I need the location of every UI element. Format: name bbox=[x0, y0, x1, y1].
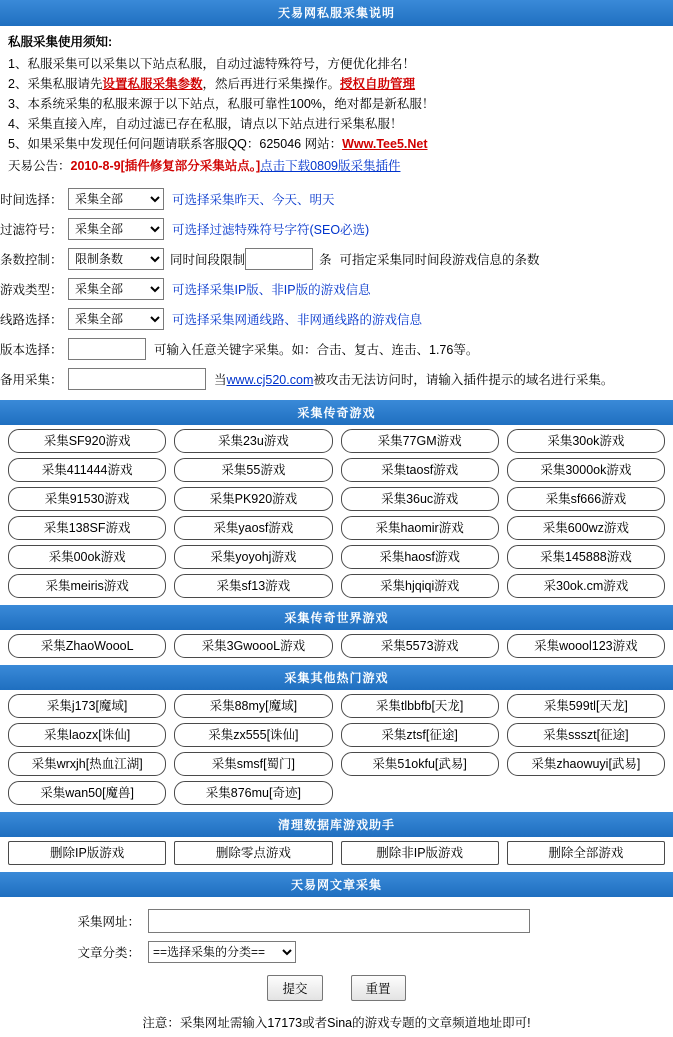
delete-button[interactable]: 删除全部游戏 bbox=[507, 841, 665, 865]
section-legend-buttons bbox=[0, 425, 673, 605]
hint-backup-before: 当 bbox=[214, 373, 227, 387]
collect-button[interactable]: 采集tlbbfb[天龙] bbox=[341, 694, 499, 718]
section-title-legend-world: 采集传奇世界游戏 bbox=[0, 605, 673, 630]
form-row-count bbox=[0, 244, 673, 274]
button-row bbox=[4, 694, 669, 718]
hint-filter: 可选择过滤特殊符号字符(SEO必选) bbox=[172, 223, 370, 237]
notice-item-5 bbox=[8, 134, 665, 154]
button-row bbox=[4, 723, 669, 747]
button-row bbox=[4, 574, 669, 598]
collect-button[interactable]: 采集36uc游戏 bbox=[341, 487, 499, 511]
collect-button[interactable]: 采集600wz游戏 bbox=[507, 516, 665, 540]
collect-button[interactable]: 采集30ok游戏 bbox=[507, 429, 665, 453]
button-row bbox=[4, 458, 669, 482]
form-row-version bbox=[0, 334, 673, 364]
button-row bbox=[4, 487, 669, 511]
notice-item-3 bbox=[8, 94, 665, 114]
collect-button[interactable]: 采集PK920游戏 bbox=[174, 487, 332, 511]
article-form bbox=[0, 897, 673, 1037]
notice-heading: 私服采集使用须知: bbox=[8, 35, 113, 49]
collect-button[interactable]: 采集88my[魔域] bbox=[174, 694, 332, 718]
notice-item-2-text-mid: ，然后再进行采集操作。 bbox=[202, 77, 340, 91]
notice-item-2 bbox=[8, 74, 665, 94]
label-article-url: 采集网址： bbox=[77, 915, 140, 929]
line-select[interactable] bbox=[68, 308, 164, 330]
download-plugin-link[interactable]: 点击下载0809版采集插件 bbox=[260, 159, 401, 173]
section-title-article: 天易网文章采集 bbox=[0, 872, 673, 897]
hint-time: 可选择采集昨天、今天、明天 bbox=[172, 193, 335, 207]
notice-item-3-prefix: 3、 bbox=[8, 97, 28, 111]
delete-button[interactable]: 删除IP版游戏 bbox=[8, 841, 166, 865]
article-category-row bbox=[0, 937, 673, 967]
collect-button[interactable]: 采集sf13游戏 bbox=[174, 574, 332, 598]
article-url-input[interactable] bbox=[148, 909, 530, 933]
collect-button[interactable]: 采集3GwoooL游戏 bbox=[174, 634, 332, 658]
collect-button[interactable]: 采集j173[魔域] bbox=[8, 694, 166, 718]
section-title-legend: 采集传奇游戏 bbox=[0, 400, 673, 425]
version-input[interactable] bbox=[68, 338, 146, 360]
collect-button[interactable]: 采集hjqiqi游戏 bbox=[341, 574, 499, 598]
collect-button[interactable]: 采集77GM游戏 bbox=[341, 429, 499, 453]
collect-button[interactable]: 采集138SF游戏 bbox=[8, 516, 166, 540]
notice-item-4-text: 采集直接入库，自动过滤已存在私服，请点以下站点进行采集私服！ bbox=[27, 117, 403, 131]
collect-button[interactable]: 采集23u游戏 bbox=[174, 429, 332, 453]
collect-button[interactable]: 采集zx555[诛仙] bbox=[174, 723, 332, 747]
collect-button[interactable]: 采集taosf游戏 bbox=[341, 458, 499, 482]
notice-item-1 bbox=[8, 54, 665, 74]
hint-count: 可指定采集同时间段游戏信息的条数 bbox=[339, 253, 540, 267]
article-category-select[interactable] bbox=[148, 941, 296, 963]
auth-manage-link[interactable]: 授权自助管理 bbox=[340, 77, 416, 91]
collect-button[interactable]: 采集SF920游戏 bbox=[8, 429, 166, 453]
gametype-select[interactable] bbox=[68, 278, 164, 300]
collect-button[interactable]: 采30ok.cm游戏 bbox=[507, 574, 665, 598]
button-row bbox=[4, 781, 669, 805]
collect-button[interactable]: 采集ssszt[征途] bbox=[507, 723, 665, 747]
notice-item-2-prefix: 2、 bbox=[8, 77, 28, 91]
collect-button[interactable]: 采集876mu[奇迹] bbox=[174, 781, 332, 805]
button-row bbox=[4, 752, 669, 776]
hint-version: 可输入任意关键字采集。如：合击、复古、连击、1.76等。 bbox=[154, 343, 479, 357]
notice-item-1-text: 私服采集可以采集以下站点私服，自动过滤特殊符号，方便优化排名！ bbox=[27, 57, 415, 71]
collect-button[interactable]: 采集haomir游戏 bbox=[341, 516, 499, 540]
page-title: 天易网私服采集说明 bbox=[0, 0, 673, 26]
button-row bbox=[4, 545, 669, 569]
section-title-cleanup: 清理数据库游戏助手 bbox=[0, 812, 673, 837]
announcement-label: 天易公告： bbox=[8, 159, 71, 173]
notice-item-2-text-before: 采集私服请先 bbox=[27, 77, 103, 91]
section-title-other-games: 采集其他热门游戏 bbox=[0, 665, 673, 690]
collect-button[interactable]: 采集599tl[天龙] bbox=[507, 694, 665, 718]
count-select[interactable] bbox=[68, 248, 164, 270]
reset-button[interactable]: 重置 bbox=[351, 975, 406, 1001]
settings-link[interactable]: 设置私服采集参数 bbox=[102, 77, 203, 91]
button-row bbox=[4, 841, 669, 865]
collect-button[interactable]: 采集yaosf游戏 bbox=[174, 516, 332, 540]
collect-button[interactable]: 采集wrxjh[热血江湖] bbox=[8, 752, 166, 776]
announcement-text: [插件修复 bbox=[120, 159, 175, 173]
notice-block bbox=[0, 26, 673, 180]
announcement-highlight: 部分采集站点 bbox=[174, 159, 250, 173]
notice-item-4-prefix: 4、 bbox=[8, 117, 28, 131]
submit-button[interactable]: 提交 bbox=[267, 975, 322, 1001]
count-input[interactable] bbox=[245, 248, 313, 270]
notice-item-3-text: 本系统采集的私服来源于以下站点，私服可靠性100%，绝对都是新私服！ bbox=[27, 97, 435, 111]
article-url-row bbox=[0, 905, 673, 937]
collect-button[interactable]: 采集meiris游戏 bbox=[8, 574, 166, 598]
collect-button[interactable]: 采集91530游戏 bbox=[8, 487, 166, 511]
label-backup: 备用采集： bbox=[0, 373, 63, 387]
collect-button[interactable]: 采集woool123游戏 bbox=[507, 634, 665, 658]
delete-button[interactable]: 删除非IP版游戏 bbox=[341, 841, 499, 865]
label-article-category: 文章分类： bbox=[77, 946, 140, 960]
collect-button[interactable]: 采集55游戏 bbox=[174, 458, 332, 482]
notice-item-4 bbox=[8, 114, 665, 134]
collect-button[interactable]: 采集zhaowuyi[武易] bbox=[507, 752, 665, 776]
label-count-inline: 同时间段限制 bbox=[170, 253, 246, 267]
announcement bbox=[8, 156, 665, 176]
collect-button[interactable]: 采集51okfu[武易] bbox=[341, 752, 499, 776]
delete-button[interactable]: 删除零点游戏 bbox=[174, 841, 332, 865]
collect-button[interactable]: 采集411444游戏 bbox=[8, 458, 166, 482]
announcement-text-after: 。] bbox=[249, 159, 261, 173]
backup-domain-link[interactable]: www.cj520.com bbox=[226, 373, 314, 387]
label-line: 线路选择： bbox=[0, 313, 63, 327]
button-row bbox=[4, 516, 669, 540]
label-gametype: 游戏类型： bbox=[0, 283, 63, 297]
form-row-filter bbox=[0, 214, 673, 244]
site-link[interactable]: Www.Tee5.Net bbox=[342, 137, 428, 151]
filter-select[interactable] bbox=[68, 218, 164, 240]
backup-input[interactable] bbox=[68, 368, 206, 390]
hint-gametype: 可选择采集IP版、非IP版的游戏信息 bbox=[172, 283, 371, 297]
collect-parameters-form bbox=[0, 180, 673, 400]
announcement-date: 2010-8-9 bbox=[70, 159, 121, 173]
collect-button[interactable]: 采集5573游戏 bbox=[341, 634, 499, 658]
collect-button[interactable]: 采集ztsf[征途] bbox=[341, 723, 499, 747]
notice-item-5-prefix: 5、 bbox=[8, 137, 28, 151]
button-row bbox=[4, 634, 669, 658]
section-legend-world-buttons bbox=[0, 630, 673, 665]
article-actions bbox=[0, 967, 673, 1007]
collect-button[interactable]: 采集laozx[诛仙] bbox=[8, 723, 166, 747]
time-select[interactable] bbox=[68, 188, 164, 210]
label-version: 版本选择： bbox=[0, 343, 63, 357]
form-row-line bbox=[0, 304, 673, 334]
button-row bbox=[4, 429, 669, 453]
collect-button[interactable]: 采集yoyohj游戏 bbox=[174, 545, 332, 569]
collect-button[interactable]: 采集smsf[蜀门] bbox=[174, 752, 332, 776]
hint-backup-after: 被攻击无法访问时，请输入插件提示的域名进行采集。 bbox=[313, 373, 614, 387]
form-row-gametype bbox=[0, 274, 673, 304]
label-count-suffix: 条 bbox=[319, 253, 332, 267]
label-time: 时间选择： bbox=[0, 193, 63, 207]
label-filter: 过滤符号： bbox=[0, 223, 63, 237]
hint-line: 可选择采集网通线路、非网通线路的游戏信息 bbox=[172, 313, 423, 327]
form-row-time bbox=[0, 184, 673, 214]
label-count: 条数控制： bbox=[0, 253, 63, 267]
collect-button[interactable]: 采集sf666游戏 bbox=[507, 487, 665, 511]
section-cleanup-buttons bbox=[0, 837, 673, 872]
collect-button[interactable]: 采集145888游戏 bbox=[507, 545, 665, 569]
collect-button[interactable]: 采集3000ok游戏 bbox=[507, 458, 665, 482]
notice-item-1-prefix: 1、 bbox=[8, 57, 28, 71]
section-other-games-buttons bbox=[0, 690, 673, 812]
article-footnote: 注意：采集网址需输入17173或者Sina的游戏专题的文章频道地址即可! bbox=[142, 1016, 531, 1030]
form-row-backup bbox=[0, 364, 673, 394]
notice-item-5-text-before: 如果采集中发现任何问题请联系客服QQ：625046 网站： bbox=[27, 137, 343, 151]
collect-button[interactable]: 采集haosf游戏 bbox=[341, 545, 499, 569]
collect-button[interactable]: 采集ZhaoWoooL bbox=[8, 634, 166, 658]
hint-backup bbox=[214, 370, 613, 388]
collect-button[interactable]: 采集wan50[魔兽] bbox=[8, 781, 166, 805]
collect-button[interactable]: 采集00ok游戏 bbox=[8, 545, 166, 569]
